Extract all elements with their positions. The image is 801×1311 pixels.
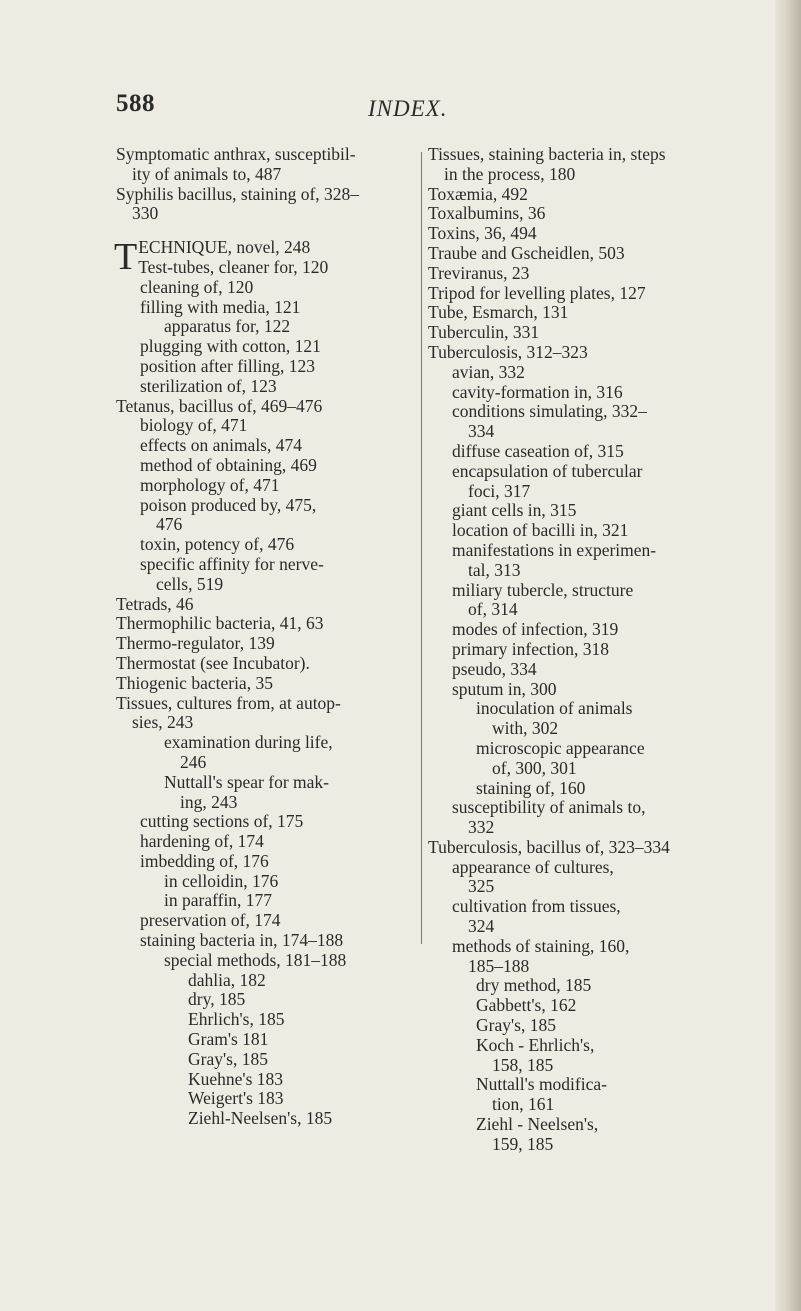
index-entry xyxy=(428,442,748,462)
index-entry xyxy=(116,1030,438,1050)
index-entry-text: Tissues, staining bacteria in, steps xyxy=(428,144,666,164)
index-entry-text: morphology of, 471 xyxy=(140,474,280,495)
index-entry-text: Symptomatic anthrax, susceptibil- xyxy=(116,144,356,164)
index-entry-text: ECHNIQUE, novel, 248 xyxy=(138,237,311,258)
index-entry-text: Treviranus, 23 xyxy=(428,262,530,283)
index-entry xyxy=(116,357,438,377)
index-entry xyxy=(116,931,438,951)
index-entry-text: in celloidin, 176 xyxy=(164,870,279,891)
index-entry-continuation: 476 xyxy=(156,514,183,535)
index-entry-text: Koch - Ehrlich's, xyxy=(476,1034,595,1055)
index-entry-text: plugging with cotton, 121 xyxy=(140,336,321,357)
index-entry-text: methods of staining, 160, xyxy=(452,935,630,956)
index-entry xyxy=(116,185,438,225)
index-entry-text: inoculation of animals xyxy=(476,698,633,719)
index-entry xyxy=(116,1050,438,1070)
index-entry-continuation: cells, 519 xyxy=(156,573,224,594)
index-entry-text: specific affinity for nerve- xyxy=(140,553,324,574)
index-entry xyxy=(116,654,438,674)
index-entry-text: Thermophilic bacteria, 41, 63 xyxy=(116,613,324,634)
page-edge-shadow xyxy=(775,0,801,1311)
index-entry xyxy=(428,204,748,224)
index-entry-text: imbedding of, 176 xyxy=(140,850,269,871)
index-entry-text: Ehrlich's, 185 xyxy=(188,1009,285,1030)
index-entry xyxy=(116,773,438,813)
index-entry-text: apparatus for, 122 xyxy=(164,316,291,337)
index-entry-continuation: 246 xyxy=(180,751,207,772)
index-entry-text: dry, 185 xyxy=(188,989,246,1010)
index-entry xyxy=(428,1036,748,1076)
index-entry-text: Tetanus, bacillus of, 469–476 xyxy=(116,395,323,416)
index-entry-text: preservation of, 174 xyxy=(140,910,281,931)
index-entry-text: primary infection, 318 xyxy=(452,638,609,659)
index-entry xyxy=(428,323,748,343)
index-entry-text: microscopic appearance xyxy=(476,737,645,758)
index-entry xyxy=(428,640,748,660)
index-entry xyxy=(116,317,438,337)
index-entry-text: Toxalbumins, 36 xyxy=(428,203,546,224)
index-entry-text: Ziehl - Neelsen's, xyxy=(476,1114,599,1135)
index-entry xyxy=(428,620,748,640)
index-entry xyxy=(428,284,748,304)
index-entry xyxy=(428,541,748,581)
index-entry xyxy=(116,891,438,911)
index-entry xyxy=(116,1089,438,1109)
index-entry-text: cultivation from tissues, xyxy=(452,896,621,917)
index-entry-text: examination during life, xyxy=(164,732,333,753)
index-entry xyxy=(428,264,748,284)
index-entry xyxy=(116,990,438,1010)
index-entry-text: Tetrads, 46 xyxy=(116,593,194,614)
index-entry-text: Thiogenic bacteria, 35 xyxy=(116,672,273,693)
index-entry-text: encapsulation of tubercular xyxy=(452,460,643,481)
index-entry xyxy=(428,224,748,244)
index-entry-text: Tube, Esmarch, 131 xyxy=(428,302,569,323)
index-entry xyxy=(116,337,438,357)
index-entry-text: toxin, potency of, 476 xyxy=(140,534,295,555)
index-entry-text: Gray's, 185 xyxy=(476,1015,556,1036)
index-entry-continuation: 332 xyxy=(468,817,495,838)
index-entry-text: Tuberculin, 331 xyxy=(428,322,540,343)
index-entry xyxy=(116,377,438,397)
index-entry xyxy=(428,501,748,521)
index-entry-text: Tripod for levelling plates, 127 xyxy=(428,282,646,303)
index-entry-text: method of obtaining, 469 xyxy=(140,454,317,475)
index-entry xyxy=(428,976,748,996)
index-entry xyxy=(116,971,438,991)
column-divider xyxy=(421,152,422,944)
index-entry xyxy=(428,363,748,383)
index-entry xyxy=(428,343,748,363)
index-entry xyxy=(116,456,438,476)
index-entry xyxy=(116,614,438,634)
index-entry xyxy=(116,694,438,734)
index-entry-continuation: of, 314 xyxy=(468,599,518,620)
index-entry-text: Tuberculosis, 312–323 xyxy=(428,341,588,362)
index-entry xyxy=(428,462,748,502)
index-entry xyxy=(116,555,438,595)
index-entry xyxy=(428,699,748,739)
index-entry xyxy=(428,1115,748,1155)
index-entry-text: Tissues, cultures from, at autop- xyxy=(116,692,341,713)
index-entry-text: sputum in, 300 xyxy=(452,678,557,699)
index-entry xyxy=(428,680,748,700)
index-entry-text: Ziehl-Neelsen's, 185 xyxy=(188,1108,333,1129)
index-entry xyxy=(428,521,748,541)
index-entry xyxy=(116,258,438,278)
index-entry xyxy=(428,897,748,937)
index-entry xyxy=(116,1109,438,1129)
index-entry-text: position after filling, 123 xyxy=(140,355,315,376)
index-entry-text: Gabbett's, 162 xyxy=(476,995,577,1016)
index-entry xyxy=(428,1075,748,1115)
index-entry xyxy=(428,244,748,264)
index-entry-text: biology of, 471 xyxy=(140,415,248,436)
index-entry-text: avian, 332 xyxy=(452,361,525,382)
index-entry-continuation: 159, 185 xyxy=(492,1133,554,1154)
index-entry xyxy=(116,397,438,417)
index-entry-text: Gram's 181 xyxy=(188,1029,269,1050)
index-entry-text: cavity-formation in, 316 xyxy=(452,381,623,402)
index-entry xyxy=(428,145,748,185)
index-entry xyxy=(116,535,438,555)
index-entry xyxy=(116,298,438,318)
index-entry-text: in paraffin, 177 xyxy=(164,890,273,911)
index-entry-text: sterilization of, 123 xyxy=(140,375,277,396)
index-entry-text: Syphilis bacillus, staining of, 328– xyxy=(116,183,360,204)
index-entry xyxy=(116,911,438,931)
index-entry xyxy=(116,436,438,456)
index-entry-text: giant cells in, 315 xyxy=(452,500,577,521)
index-entry-continuation: 330 xyxy=(132,203,159,224)
index-entry-text: Kuehne's 183 xyxy=(188,1068,284,1089)
index-entry-continuation: 325 xyxy=(468,876,495,897)
index-entry xyxy=(428,996,748,1016)
index-entry-text: hardening of, 174 xyxy=(140,831,264,852)
index-entry-text: Traube and Gscheidlen, 503 xyxy=(428,242,625,263)
index-entry xyxy=(116,872,438,892)
index-entry xyxy=(428,779,748,799)
index-entry-continuation: ity of animals to, 487 xyxy=(132,163,282,184)
index-entry-continuation: ing, 243 xyxy=(180,791,238,812)
index-entry-continuation: 185–188 xyxy=(468,955,530,976)
index-entry-text: effects on animals, 474 xyxy=(140,435,302,456)
index-entry-text: miliary tubercle, structure xyxy=(452,579,634,600)
index-entry xyxy=(428,303,748,323)
index-entry-text: dry method, 185 xyxy=(476,975,592,996)
index-entry xyxy=(116,1010,438,1030)
index-entry xyxy=(116,476,438,496)
index-entry-text: poison produced by, 475, xyxy=(140,494,317,515)
index-column-left xyxy=(116,145,438,1129)
index-entry-text: Toxins, 36, 494 xyxy=(428,223,537,244)
index-entry-text: Gray's, 185 xyxy=(188,1048,268,1069)
index-entry-text: conditions simulating, 332– xyxy=(452,401,647,422)
index-entry xyxy=(116,1070,438,1090)
drop-capital: T xyxy=(114,236,138,279)
index-entry xyxy=(428,858,748,898)
index-entry xyxy=(116,812,438,832)
index-entry-text: susceptibility of animals to, xyxy=(452,797,646,818)
index-entry xyxy=(428,798,748,838)
index-entry-text: staining bacteria in, 174–188 xyxy=(140,930,344,951)
index-entry-text: Thermostat (see Incubator). xyxy=(116,652,310,673)
index-entry xyxy=(428,739,748,779)
index-entry-text: modes of infection, 319 xyxy=(452,619,619,640)
index-entry xyxy=(428,937,748,977)
index-entry xyxy=(116,416,438,436)
index-entry-continuation: 334 xyxy=(468,421,495,442)
index-entry-text: location of bacilli in, 321 xyxy=(452,520,629,541)
page-number: 588 xyxy=(116,90,155,117)
index-entry-text: Nuttall's spear for mak- xyxy=(164,771,329,792)
index-entry-text: cleaning of, 120 xyxy=(140,276,254,297)
index-entry xyxy=(428,1016,748,1036)
index-entry-text: staining of, 160 xyxy=(476,777,586,798)
index-entry xyxy=(116,733,438,773)
index-entry xyxy=(116,278,438,298)
index-entry-continuation: with, 302 xyxy=(492,718,559,739)
index-entry-text: Thermo-regulator, 139 xyxy=(116,633,275,654)
index-entry-text: Test-tubes, cleaner for, 120 xyxy=(138,256,329,277)
index-entry-text: pseudo, 334 xyxy=(452,658,537,679)
index-entry-continuation: foci, 317 xyxy=(468,480,531,501)
index-entry-continuation: of, 300, 301 xyxy=(492,757,577,778)
index-entry-text: diffuse caseation of, 315 xyxy=(452,440,624,461)
index-entry xyxy=(428,660,748,680)
index-entry xyxy=(116,951,438,971)
index-entry xyxy=(116,496,438,536)
index-entry-continuation: tal, 313 xyxy=(468,559,521,580)
index-entry xyxy=(428,402,748,442)
index-entry-text: filling with media, 121 xyxy=(140,296,301,317)
index-entry xyxy=(428,581,748,621)
index-entry xyxy=(116,674,438,694)
index-entry-text: Toxæmia, 492 xyxy=(428,183,528,204)
index-entry-text: Nuttall's modifica- xyxy=(476,1074,607,1095)
index-column-right xyxy=(428,145,748,1155)
index-entry-continuation: in the process, 180 xyxy=(444,163,576,184)
index-entry-text: Tuberculosis, bacillus of, 323–334 xyxy=(428,836,670,857)
index-entry xyxy=(428,383,748,403)
running-head: INDEX. xyxy=(368,96,448,121)
index-entry xyxy=(116,595,438,615)
index-entry-text: special methods, 181–188 xyxy=(164,949,347,970)
index-entry-continuation: 158, 185 xyxy=(492,1054,554,1075)
index-entry-text: Weigert's 183 xyxy=(188,1088,284,1109)
index-entry-text: dahlia, 182 xyxy=(188,969,266,990)
index-entry xyxy=(116,145,438,185)
index-entry-continuation: sies, 243 xyxy=(132,712,194,733)
index-entry xyxy=(428,185,748,205)
index-entry xyxy=(116,832,438,852)
index-entry xyxy=(116,634,438,654)
index-entry-continuation: 324 xyxy=(468,916,495,937)
index-entry-text: manifestations in experimen- xyxy=(452,539,657,560)
index-entry-text: appearance of cultures, xyxy=(452,856,614,877)
index-entry-text: cutting sections of, 175 xyxy=(140,811,304,832)
index-entry xyxy=(116,852,438,872)
index-entry-continuation: tion, 161 xyxy=(492,1094,555,1115)
index-entry xyxy=(428,838,748,858)
